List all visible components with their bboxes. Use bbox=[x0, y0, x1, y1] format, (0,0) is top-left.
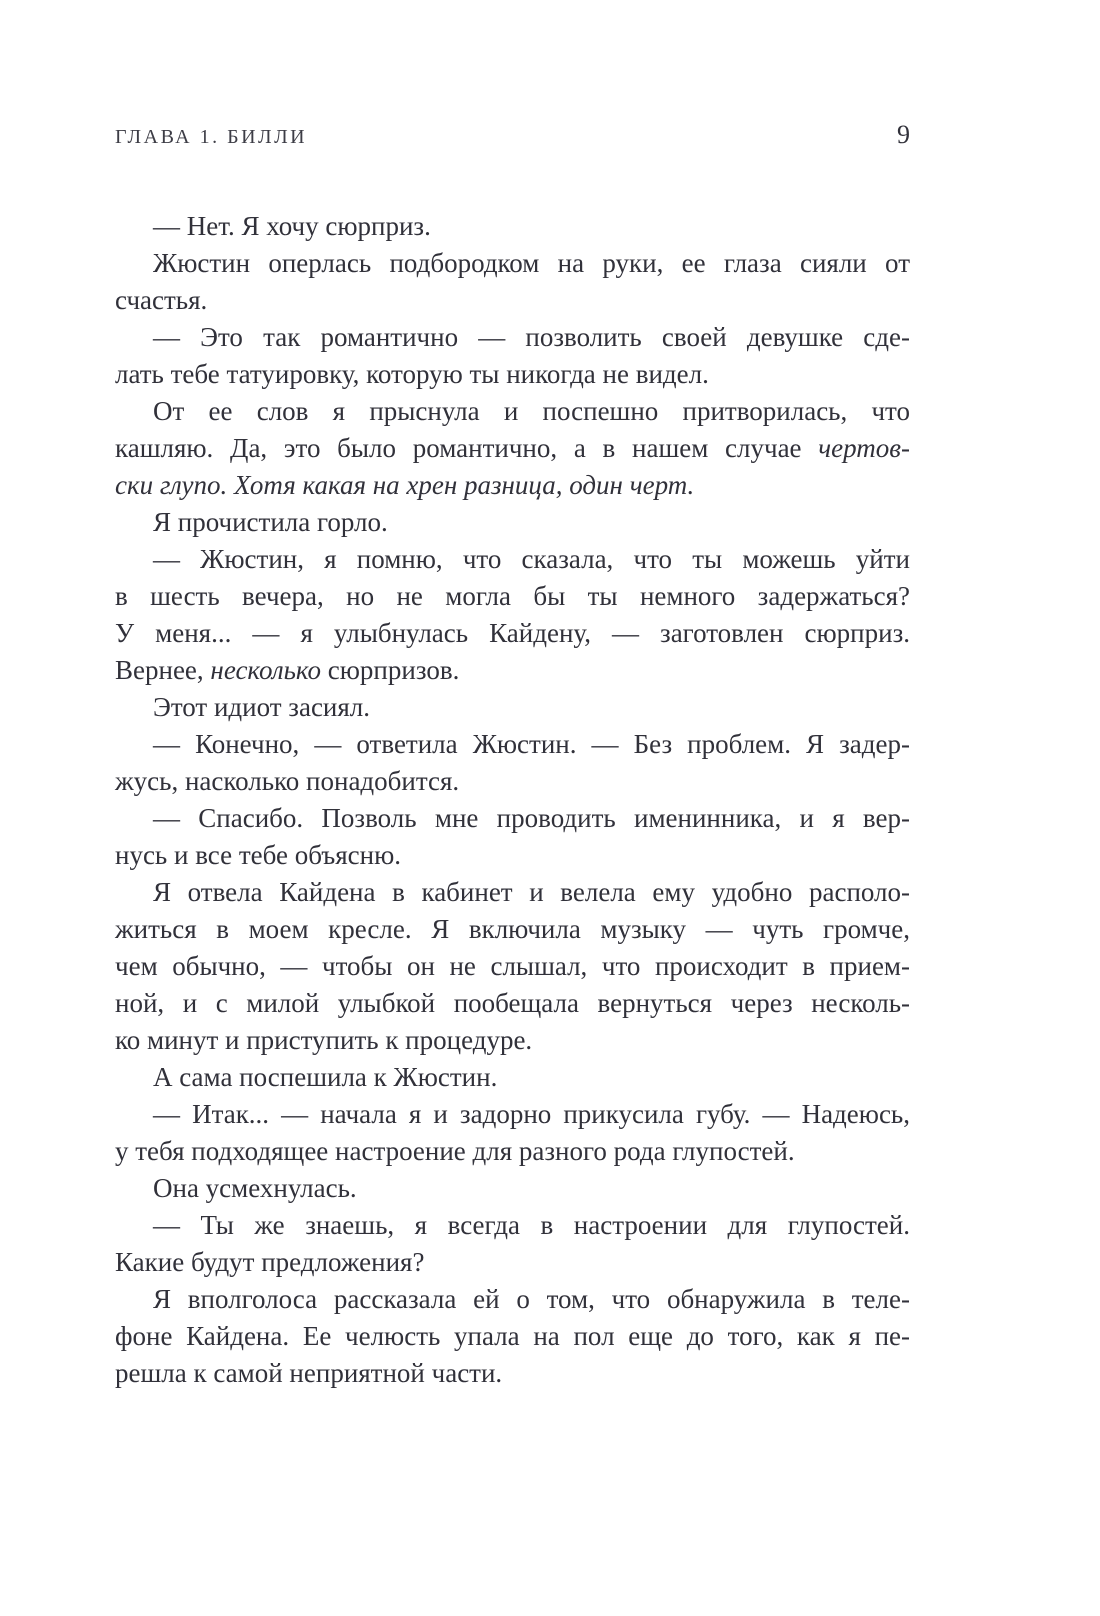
text-line bbox=[115, 1133, 910, 1170]
text-line bbox=[115, 985, 910, 1022]
paragraph bbox=[115, 393, 910, 504]
text-run: решла к самой неприятной части. bbox=[115, 1358, 503, 1388]
text-run: Она усмехнулась. bbox=[153, 1173, 357, 1203]
text-line bbox=[115, 1318, 910, 1355]
text-line bbox=[115, 578, 910, 615]
text-line bbox=[115, 356, 910, 393]
paragraph bbox=[115, 726, 910, 800]
text-line bbox=[115, 763, 910, 800]
text-run: — Жюстин, я помню, что сказала, что ты можешь уйти bbox=[153, 544, 910, 574]
text-line bbox=[115, 1096, 910, 1133]
paragraph bbox=[115, 319, 910, 393]
text-run: У меня... — я улыбнулась Кайдену, — заготовлен сюрприз. bbox=[115, 618, 910, 648]
text-run: в шесть вечера, но не могла бы ты немного задержаться? bbox=[115, 581, 910, 611]
text-line bbox=[115, 208, 910, 245]
text-line bbox=[115, 615, 910, 652]
text-line bbox=[115, 837, 910, 874]
text-line bbox=[115, 1022, 910, 1059]
text-run: — Это так романтично — позволить своей девушке сде- bbox=[153, 322, 910, 352]
text-line bbox=[115, 1355, 910, 1392]
text-run: жусь, насколько понадобится. bbox=[115, 766, 460, 796]
page-number: 9 bbox=[897, 120, 910, 149]
text-line bbox=[115, 245, 910, 282]
text-run: — Итак... — начала я и задорно прикусила губу. — Надеюсь, bbox=[153, 1099, 910, 1129]
text-run: — Нет. Я хочу сюрприз. bbox=[153, 211, 431, 241]
text-run: — Спасибо. Позволь мне проводить именинника, и я вер- bbox=[153, 803, 910, 833]
text-line bbox=[115, 1244, 910, 1281]
paragraph bbox=[115, 689, 910, 726]
text-block bbox=[115, 208, 910, 1392]
italic-text-run: чертов- bbox=[818, 433, 910, 463]
text-line bbox=[115, 911, 910, 948]
chapter-title: ГЛАВА 1. БИЛЛИ bbox=[115, 126, 308, 148]
paragraph bbox=[115, 1059, 910, 1096]
text-run: нусь и все тебе объясню. bbox=[115, 840, 402, 870]
text-run: кашляю. Да, это было романтично, а в нашем случае bbox=[115, 433, 819, 463]
text-line bbox=[115, 689, 910, 726]
paragraph bbox=[115, 208, 910, 245]
text-run: — Ты же знаешь, я всегда в настроении для глупостей. bbox=[153, 1210, 910, 1240]
text-run: житься в моем кресле. Я включила музыку — чуть громче, bbox=[115, 914, 910, 944]
text-run: Я отвела Кайдена в кабинет и велела ему удобно располо- bbox=[153, 877, 910, 907]
text-line bbox=[115, 874, 910, 911]
paragraph bbox=[115, 1096, 910, 1170]
text-run: Я вполголоса рассказала ей о том, что обнаружила в теле- bbox=[153, 1284, 910, 1314]
text-run: счастья. bbox=[115, 285, 208, 315]
paragraph bbox=[115, 1207, 910, 1281]
paragraph bbox=[115, 541, 910, 689]
text-line bbox=[115, 1281, 910, 1318]
text-line bbox=[115, 948, 910, 985]
text-line bbox=[115, 652, 910, 689]
text-line bbox=[115, 467, 910, 504]
paragraph bbox=[115, 1281, 910, 1392]
text-run: Вернее, bbox=[115, 655, 211, 685]
paragraph bbox=[115, 504, 910, 541]
text-line bbox=[115, 726, 910, 763]
text-line bbox=[115, 1207, 910, 1244]
text-run: сюрпризов. bbox=[321, 655, 460, 685]
text-run: чем обычно, — чтобы он не слышал, что происходит в прием- bbox=[115, 951, 910, 981]
text-run: у тебя подходящее настроение для разного рода глупостей. bbox=[115, 1136, 795, 1166]
text-run: — Конечно, — ответила Жюстин. — Без проблем. Я задер- bbox=[153, 729, 910, 759]
italic-text-run: ски глупо. Хотя какая на хрен разница, один черт. bbox=[115, 470, 695, 500]
text-run: лать тебе татуировку, которую ты никогда не видел. bbox=[115, 359, 709, 389]
text-run: Этот идиот засиял. bbox=[153, 692, 371, 722]
text-line bbox=[115, 800, 910, 837]
text-line bbox=[115, 504, 910, 541]
paragraph bbox=[115, 1170, 910, 1207]
paragraph bbox=[115, 874, 910, 1059]
running-head bbox=[115, 120, 910, 150]
text-line bbox=[115, 1170, 910, 1207]
paragraph bbox=[115, 245, 910, 319]
text-run: Я прочистила горло. bbox=[153, 507, 388, 537]
text-line bbox=[115, 282, 910, 319]
text-run: ко минут и приступить к процедуре. bbox=[115, 1025, 533, 1055]
text-run: ной, и с милой улыбкой пообещала вернуться через несколь- bbox=[115, 988, 910, 1018]
italic-text-run: несколько bbox=[210, 655, 322, 685]
text-run: Какие будут предложения? bbox=[115, 1247, 425, 1277]
paragraph bbox=[115, 800, 910, 874]
text-run: А сама поспешила к Жюстин. bbox=[153, 1062, 498, 1092]
text-line bbox=[115, 319, 910, 356]
text-line bbox=[115, 541, 910, 578]
text-run: фоне Кайдена. Ее челюсть упала на пол еще до того, как я пе- bbox=[115, 1321, 910, 1351]
text-line bbox=[115, 1059, 910, 1096]
text-run: Жюстин оперлась подбородком на руки, ее глаза сияли от bbox=[153, 248, 910, 278]
text-line bbox=[115, 393, 910, 430]
text-line bbox=[115, 430, 910, 467]
text-run: От ее слов я прыснула и поспешно притворилась, что bbox=[153, 396, 910, 426]
